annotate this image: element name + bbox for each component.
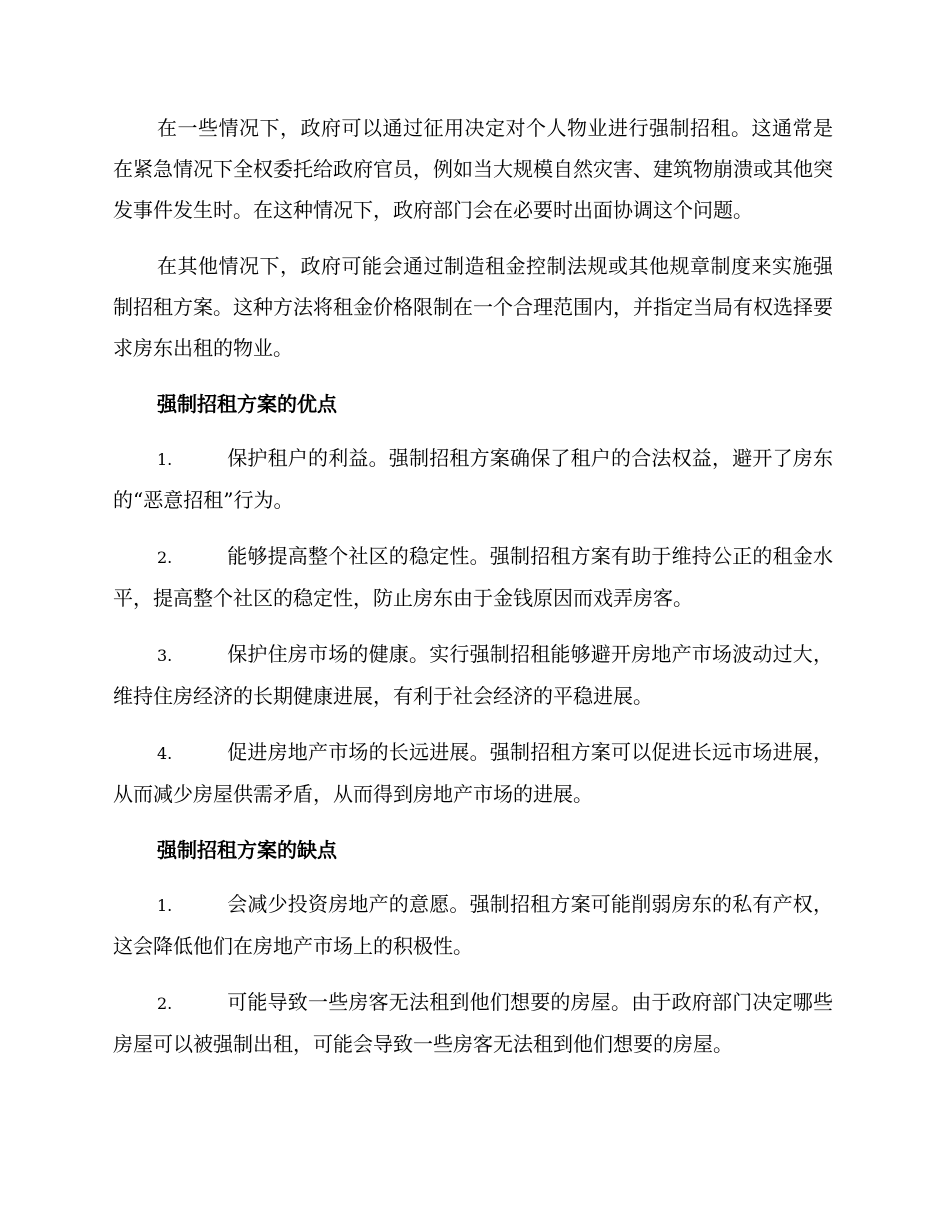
list-number: 2.: [157, 548, 173, 567]
list-number: 1.: [157, 896, 173, 915]
section-heading-disadvantages: 强制招租方案的缺点: [157, 838, 337, 862]
list-item-text: 可能导致一些房客无法租到他们想要的房屋。由于政府部门决定哪些房屋可以被强制出租，可能会导致一些房客无法租到他们想要的房屋。: [113, 990, 833, 1056]
list-number: 2.: [157, 994, 173, 1013]
list-item: [113, 438, 833, 521]
list-item: [113, 634, 833, 717]
section-heading-advantages: 强制招租方案的优点: [157, 392, 337, 416]
list-item: [113, 982, 833, 1065]
list-item: [113, 732, 833, 815]
list-number: 1.: [157, 450, 173, 469]
list-item-text: 保护住房市场的健康。实行强制招租能够避开房地产市场波动过大，维持住房经济的长期健康进展，有利于社会经济的平稳进展。: [113, 642, 833, 708]
document-page: [113, 108, 833, 1080]
list-item: [113, 536, 833, 619]
list-number: 4.: [157, 744, 173, 763]
list-item-text: 能够提高整个社区的稳定性。强制招租方案有助于维持公正的租金水平，提高整个社区的稳定性，防止房东由于金钱原因而戏弄房客。: [113, 544, 833, 610]
paragraph: 在其他情况下，政府可能会通过制造租金控制法规或其他规章制度来实施强制招租方案。这种方法将租金价格限制在一个合理范围内，并指定当局有权选择要求房东出租的物业。: [113, 254, 833, 360]
list-number: 3.: [157, 646, 173, 665]
list-item-text: 保护租户的利益。强制招租方案确保了租户的合法权益，避开了房东的“恶意招租”行为。: [113, 446, 833, 512]
list-item: [113, 884, 833, 967]
list-item-text: 会减少投资房地产的意愿。强制招租方案可能削弱房东的私有产权，这会降低他们在房地产市场上的积极性。: [113, 892, 833, 958]
paragraph: 在一些情况下，政府可以通过征用决定对个人物业进行强制招租。这通常是在紧急情况下全权委托给政府官员，例如当大规模自然灾害、建筑物崩溃或其他突发事件发生时。在这种情况下，政府部门会在必要时出面协调这个问题。: [113, 116, 833, 222]
list-item-text: 促进房地产市场的长远进展。强制招租方案可以促进长远市场进展，从而减少房屋供需矛盾，从而得到房地产市场的进展。: [113, 740, 833, 806]
